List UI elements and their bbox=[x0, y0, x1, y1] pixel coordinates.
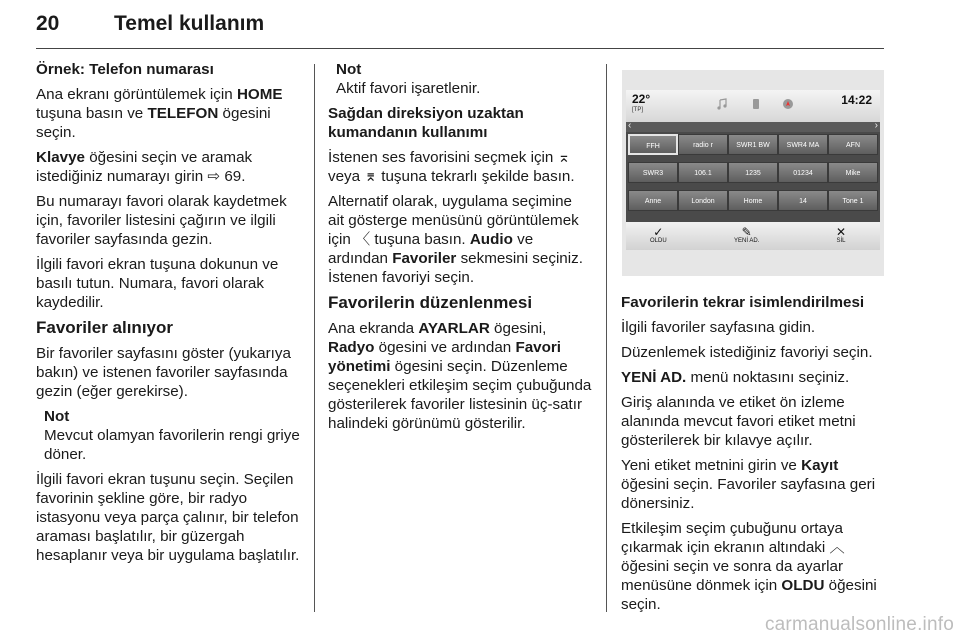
paragraph-save: Yeni etiket metnini girin ve Kayıt öğesini seçin. Favoriler sayfasına geri dönersiniz. bbox=[621, 457, 876, 512]
page-right-arrow[interactable]: › bbox=[874, 120, 878, 131]
favorite-button[interactable]: radio r bbox=[678, 134, 728, 155]
favorite-button[interactable]: SWR4 MA bbox=[778, 134, 828, 155]
chevron-left-icon: 〈 bbox=[355, 231, 371, 248]
favorite-button[interactable]: FFH bbox=[628, 134, 678, 155]
section-heading-favorites-recall: Favoriler alınıyor bbox=[36, 318, 173, 337]
column-divider bbox=[314, 64, 315, 612]
rename-action[interactable] bbox=[734, 226, 759, 244]
phone-icon bbox=[750, 98, 762, 110]
navigation-icon bbox=[782, 98, 794, 110]
paragraph-hold: İlgili favori ekran tuşuna dokunun ve basılı tutun. Numara, favori olarak kaydedilir. bbox=[36, 256, 279, 311]
delete-label: SİL bbox=[836, 238, 846, 244]
note-text: Mevcut olamyan favorilerin rengi griye döner. bbox=[44, 427, 300, 463]
sub-heading-right-remote: Sağdan direksiyon uzaktan kumandanın kullanımı bbox=[328, 105, 524, 141]
favorite-button[interactable]: 14 bbox=[778, 190, 828, 211]
column-1 bbox=[36, 60, 301, 571]
watermark: carmanualsonline.info bbox=[764, 614, 954, 635]
delete-action[interactable] bbox=[836, 226, 846, 244]
rename-label: YENİ AD. bbox=[734, 238, 760, 244]
example-heading: Örnek: Telefon numarası bbox=[36, 61, 214, 78]
close-icon: ✕ bbox=[836, 225, 847, 239]
paragraph-go-to-page: İlgili favoriler sayfasına gidin. bbox=[621, 319, 816, 336]
paragraph-new-name: YENİ AD. menü noktasını seçiniz. bbox=[621, 369, 850, 386]
music-note-icon bbox=[716, 98, 728, 110]
favorite-button[interactable]: SWR3 bbox=[628, 162, 678, 183]
paragraph-show-page: Bir favoriler sayfasını göster (yukarıya bakın) ve istenen favoriler sayfasında gezin (eğer gerekirse). bbox=[36, 345, 291, 400]
section-heading-edit-favorites: Favorilerin düzenlenmesi bbox=[328, 293, 533, 312]
note-heading: Not bbox=[336, 61, 362, 78]
key-up-icon: ⌅ bbox=[557, 149, 571, 166]
ok-label: OLDU bbox=[650, 238, 667, 244]
column-3 bbox=[621, 293, 886, 620]
infotainment-screen-image bbox=[622, 70, 884, 276]
favorite-button[interactable]: Anne bbox=[628, 190, 678, 211]
note-box bbox=[44, 407, 301, 464]
paragraph-keyboard-opens: Giriş alanında ve etiket ön izleme alanında mevcut favori etiket metni gösterilerek bir kılavye açılır. bbox=[621, 394, 856, 449]
favorite-button[interactable]: 1235 bbox=[728, 162, 778, 183]
checkmark-icon: ✓ bbox=[653, 225, 664, 239]
favorites-nav-bar bbox=[626, 122, 880, 132]
page-left-arrow[interactable]: ‹ bbox=[628, 120, 632, 131]
page-ref-icon: ⇨ bbox=[207, 168, 221, 185]
status-bar bbox=[626, 90, 880, 122]
note-text: Aktif favori işaretlenir. bbox=[336, 80, 481, 97]
paragraph-remote-keys: İstenen ses favorisini seçmek için ⌅ veya ⌆ tuşuna tekrarlı şekilde basın. bbox=[328, 149, 575, 185]
pencil-icon: ✎ bbox=[741, 225, 752, 239]
clock: 14:22 bbox=[841, 93, 872, 107]
interaction-selector-bar bbox=[626, 222, 880, 250]
paragraph-select-edit: Düzenlemek istediğiniz favoriyi seçin. bbox=[621, 344, 873, 361]
favorite-button[interactable]: London bbox=[678, 190, 728, 211]
page-header bbox=[36, 4, 884, 49]
paragraph-select-favorite: İlgili favori ekran tuşunu seçin. Seçilen favorinin şekline göre, bir radyo istasyonu veya parça çalınır, bir telefon araması başlatılır, bir güzergah hesaplanır veya bir uygulama başlatılır. bbox=[36, 471, 300, 564]
note-heading: Not bbox=[44, 408, 70, 425]
page-title: Temel kullanım bbox=[114, 12, 265, 35]
note-box bbox=[336, 60, 592, 98]
key-down-icon: ⌆ bbox=[364, 168, 378, 185]
paragraph-keyboard: Klavye öğesini seçin ve aramak istediğiniz numarayı girin ⇨ 69. bbox=[36, 149, 253, 185]
paragraph-settings: Ana ekranda AYARLAR ögesini, Radyo ögesini ve ardından Favori yönetimi ögesini seçin. Düzenleme seçenekleri etkileşim seçim çubuğunda gösterilerek favoriler listesinin üç-satır halindeki görünümü gösterilir. bbox=[328, 320, 592, 432]
favorite-button[interactable]: Mike bbox=[828, 162, 878, 183]
column-divider bbox=[606, 64, 607, 612]
favorite-button[interactable]: Home bbox=[728, 190, 778, 211]
tp-indicator: [TP] bbox=[632, 107, 644, 113]
page-number: 20 bbox=[36, 12, 60, 35]
paragraph-home: Ana ekranı görüntülemek için HOME tuşuna basın ve TELEFON ögesini seçin. bbox=[36, 86, 283, 141]
favorite-button[interactable]: Tone 1 bbox=[828, 190, 878, 211]
favorite-button[interactable]: 106.1 bbox=[678, 162, 728, 183]
paragraph-save-favorite: Bu numarayı favori olarak kaydetmek için, favoriler listesini çağırın ve ilgili favoriler sayfasında gezin. bbox=[36, 193, 287, 248]
favorite-button[interactable]: SWR1 BW bbox=[728, 134, 778, 155]
column-2 bbox=[328, 60, 592, 439]
temperature: 22° bbox=[632, 92, 651, 106]
favorite-button[interactable]: AFN bbox=[828, 134, 878, 155]
chevron-up-icon: ︿ bbox=[829, 539, 845, 556]
paragraph-alternative: Alternatif olarak, uygulama seçimine ait gösterge menüsünü görüntülemek için 〈 tuşuna basın. Audio ve ardından Favoriler sekmesini seçiniz. İstenen favoriyi seçin. bbox=[328, 193, 583, 286]
sub-heading-rename: Favorilerin tekrar isimlendirilmesi bbox=[621, 294, 865, 311]
favorite-button[interactable]: 01234 bbox=[778, 162, 828, 183]
ok-action[interactable] bbox=[650, 226, 667, 244]
paragraph-return: Etkileşim seçim çubuğunu ortaya çıkarmak için ekranın altındaki ︿ öğesini seçin ve sonra da ayarlar menüsüne dönmek için OLDU öğesini seçin. bbox=[621, 520, 877, 613]
